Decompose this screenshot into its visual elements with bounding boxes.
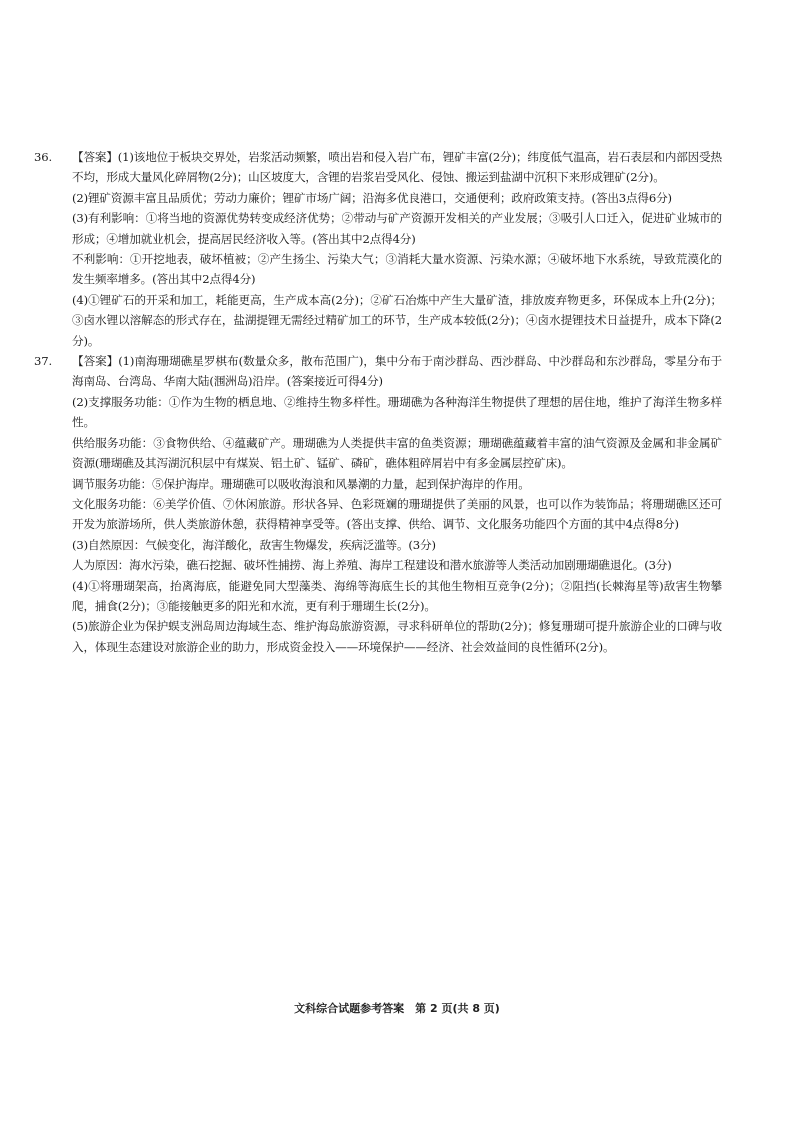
q37-part2-supply: 供给服务功能：③食物供给、④蕴藏矿产。珊瑚礁为人类提供丰富的鱼类资源；珊瑚礁蕴藏着丰富的油气资源及金属和非金属矿资源(珊瑚礁及其泻湖沉积层中有煤炭、铝土矿、锰矿、磷矿，礁体粗碎屑岩中有多金属层控矿床)。 [72, 435, 722, 471]
q37-part2-support: (2)支撑服务功能：①作为生物的栖息地、②维持生物多样性。珊瑚礁为各种海洋生物提供了理想的居住地，维护了海洋生物多样性。 [72, 394, 722, 430]
q37-part3-natural: (3)自然原因：气候变化，海洋酸化，敌害生物爆发，疾病泛滥等。(3分) [72, 537, 436, 552]
q37-part4: (4)①将珊瑚架高，抬离海底，能避免同大型藻类、海绵等海底生长的其他生物相互竞争(2分)；②阻挡(长棘海星等)敌害生物攀爬，捕食(2分)；③能接触更多的阳光和水流，更有利于珊瑚生长(2分)。 [72, 578, 722, 613]
q37-part3-human: 人为原因：海水污染，礁石挖掘、破坏性捕捞、海上养殖、海岸工程建设和潜水旅游等人类活动加剧珊瑚礁退化。(3分) [72, 558, 672, 573]
q36-part3-disadvantages: 不利影响：①开挖地表，破坏植被；②产生扬尘、污染大气；③消耗大量水资源、污染水源；④破坏地下水系统，导致荒漠化的发生频率增多。(答出其中2点得4分) [72, 252, 722, 287]
q37-part2-culture: 文化服务功能：⑥美学价值、⑦休闲旅游。形状各异、色彩斑斓的珊瑚提供了美丽的风景，也可以作为装饰品；将珊瑚礁区还可开发为旅游场所，供人类旅游休憩，获得精神享受等。(答出支撑、供给、调节、文化服务功能四个方面的其中4点得8分) [72, 496, 722, 532]
page-footer: 文科综合试题参考答案 第 2 页(共 8 页) [294, 1002, 500, 1015]
q36-part2: (2)锂矿资源丰富且品质优；劳动力廉价；锂矿市场广阔；沿海多优良港口，交通便利；政府政策支持。(答出3点得6分) [72, 190, 672, 205]
q36-part4: (4)①锂矿石的开采和加工，耗能更高，生产成本高(2分)；②矿石冶炼中产生大量矿渣，排放废弃物更多，环保成本上升(2分)；③卤水锂以溶解态的形式存在，盐湖提锂无需经过精矿加工的环节，生产成本较低(2分)；④卤水提锂技术日益提升，成本下降(2分)。 [72, 292, 722, 348]
q37-part5: (5)旅游企业为保护蜈支洲岛周边海域生态、维护海岛旅游资源，寻求科研单位的帮助(2分)；修复珊瑚可提升旅游企业的口碑与收入，体现生态建设对旅游企业的助力，形成资金投入——环境保护——经济、社会效益间的良性循环(2分)。 [72, 619, 722, 654]
question-number: 37. [34, 354, 52, 369]
q36-part3-advantages: (3)有利影响：①将当地的资源优势转变成经济优势；②带动与矿产资源开发相关的产业发展；③吸引人口迁入，促进矿业城市的形成；④增加就业机会，提高居民经济收入等。(答出其中2点得4分) [72, 211, 722, 246]
answer-content [34, 147, 722, 657]
question-36 [34, 147, 722, 351]
question-37 [34, 351, 722, 657]
q36-part1: 【答案】(1)该地位于板块交界处，岩浆活动频繁，喷出岩和侵入岩广布，锂矿丰富(2分)；纬度低气温高，岩石表层和内部因受热不均，形成大量风化碎屑物(2分)；山区坡度大，含锂的岩浆岩受风化、侵蚀、搬运到盐湖中沉积下来形成锂矿(2分)。 [72, 150, 722, 185]
q37-part1: 【答案】(1)南海珊瑚礁星罗棋布(数量众多，散布范围广)，集中分布于南沙群岛、西沙群岛、中沙群岛和东沙群岛，零星分布于海南岛、台湾岛、华南大陆(涠洲岛)沿岸。(答案接近可得4分) [72, 354, 722, 389]
question-number: 36. [34, 150, 52, 164]
q37-part2-regulate: 调节服务功能：⑤保护海岸。珊瑚礁可以吸收海浪和风暴潮的力量，起到保护海岸的作用。 [72, 476, 530, 491]
